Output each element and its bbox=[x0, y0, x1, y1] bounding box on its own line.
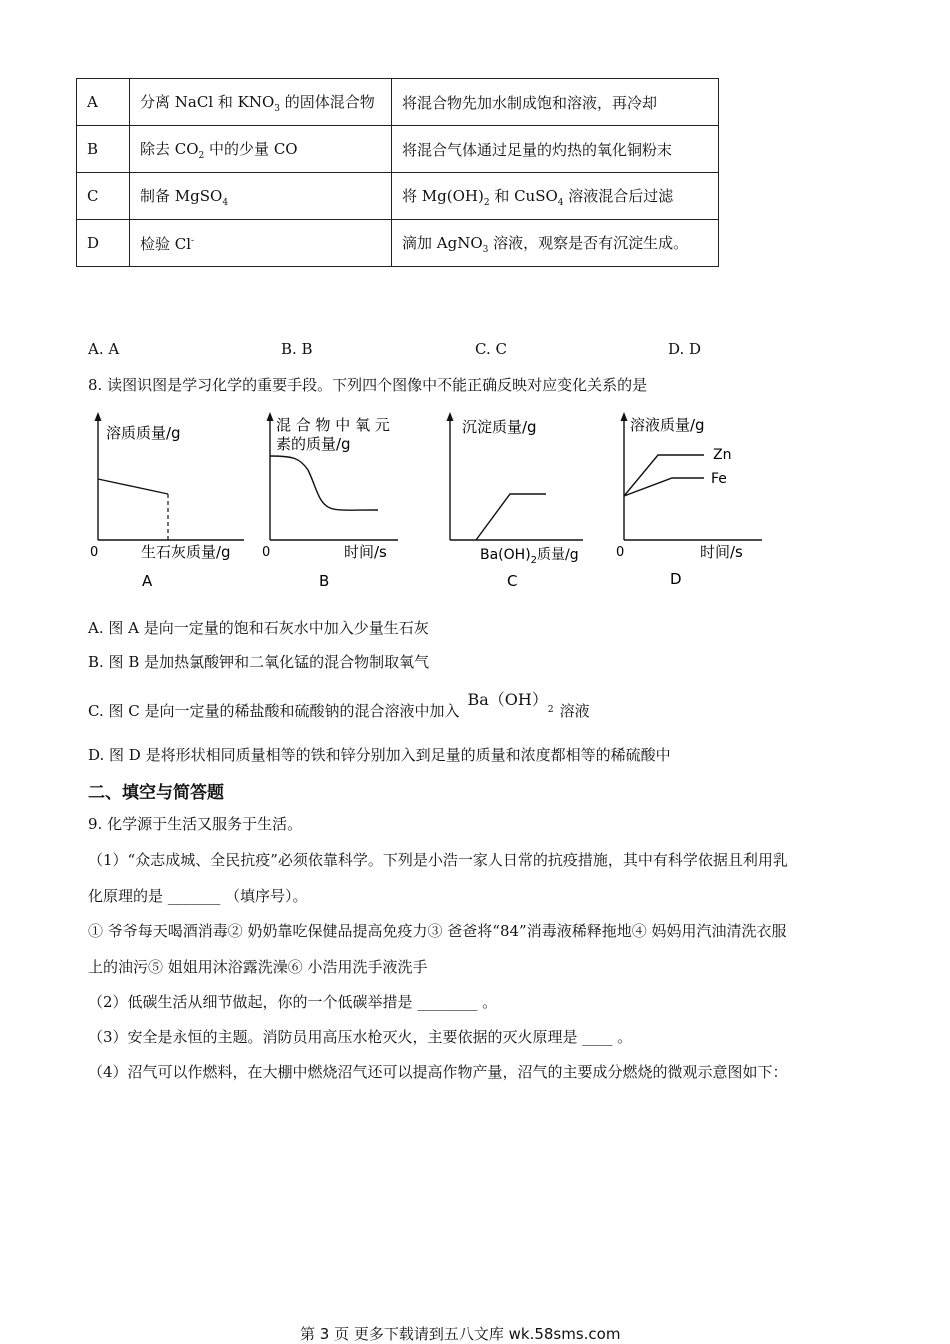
q9-items-line2: 上的油污⑤ 姐姐用沐浴露洗澡⑥ 小浩用洗手液洗手 bbox=[88, 958, 428, 976]
method-cell: 滴加 AgNO$_3$ 溶液，观察是否有沉淀生成。 bbox=[392, 220, 719, 267]
origin-label: 0 bbox=[262, 545, 271, 560]
graph-name: D bbox=[670, 570, 682, 588]
y-axis-arrow bbox=[621, 412, 628, 421]
q8-option-c[interactable]: C. 图 C 是向一定量的稀盐酸和硫酸钠的混合溶液中加入$Ba(OH)_2$ 溶液 bbox=[88, 690, 590, 720]
x-label: 时间/s bbox=[700, 543, 743, 561]
choice-a[interactable]: A. A bbox=[88, 340, 120, 358]
curve bbox=[476, 494, 546, 540]
experiment-cell: 检验 Cl- bbox=[130, 220, 392, 267]
x-label: $Ba(OH)_2$质量/g bbox=[480, 547, 579, 566]
q8-stem: 8. 读图识图是学习化学的重要手段。下列四个图像中不能正确反映对应变化关系的是 bbox=[88, 376, 648, 394]
experiment-table bbox=[76, 78, 719, 267]
option-cell: B bbox=[77, 126, 130, 173]
choice-c[interactable]: C. C bbox=[475, 340, 507, 358]
graph-b bbox=[258, 408, 408, 593]
q9-part3: （3）安全是永恒的主题。消防员用高压水枪灭火，主要依据的灭火原理是 ____ 。 bbox=[88, 1028, 633, 1046]
curve bbox=[270, 456, 378, 510]
table-row bbox=[77, 173, 719, 220]
q9-stem: 9. 化学源于生活又服务于生活。 bbox=[88, 815, 303, 833]
choice-d[interactable]: D. D bbox=[668, 340, 702, 358]
y-label: 溶质质量/g bbox=[106, 424, 181, 442]
option-cell: C bbox=[77, 173, 130, 220]
q9-items-line1: ① 爷爷每天喝酒消毒② 奶奶靠吃保健品提高免疫力③ 爸爸将“84”消毒液稀释拖地④ 妈妈用汽油清洗衣服 bbox=[88, 922, 787, 940]
graph-name: A bbox=[142, 572, 153, 590]
table-row bbox=[77, 220, 719, 267]
q8-option-b[interactable]: B. 图 B 是加热氯酸钾和二氧化锰的混合物制取氧气 bbox=[88, 653, 430, 671]
page-footer: 第 3 页 更多下载请到五八文库 wk.58sms.com bbox=[300, 1325, 621, 1343]
y-label-line2: 素的质量/g bbox=[276, 435, 351, 453]
origin-label: 0 bbox=[616, 545, 625, 560]
table-row bbox=[77, 79, 719, 126]
table-row bbox=[77, 126, 719, 173]
q9-part4: （4）沼气可以作燃料，在大棚中燃烧沼气还可以提高作物产量，沼气的主要成分燃烧的微观示意图如下： bbox=[88, 1063, 788, 1081]
q8-option-a[interactable]: A. 图 A 是向一定量的饱和石灰水中加入少量生石灰 bbox=[88, 619, 429, 637]
y-label: 沉淀质量/g bbox=[462, 418, 537, 436]
method-cell: 将 $Mg(OH)_2$ 和 CuSO$_4$ 溶液混合后过滤 bbox=[392, 173, 719, 220]
series-label-zn: Zn bbox=[713, 447, 732, 463]
method-cell: 将混合物先加水制成饱和溶液，再冷却 bbox=[392, 79, 719, 126]
x-label: 生石灰质量/g bbox=[141, 543, 231, 561]
graph-c bbox=[438, 408, 598, 593]
q9-part1-line2: 化原理的是 _______ （填序号）。 bbox=[88, 887, 308, 905]
curve bbox=[98, 479, 168, 494]
q9-part1-line1: （1）“众志成城、全民抗疫”必须依靠科学。下列是小浩一家人日常的抗疫措施，其中有科学依据且利用乳 bbox=[88, 851, 788, 869]
section-heading: 二、填空与简答题 bbox=[88, 783, 224, 803]
option-cell: A bbox=[77, 79, 130, 126]
zn-line bbox=[624, 455, 704, 496]
experiment-cell: 分离 NaCl 和 $KNO_3$ 的固体混合物 bbox=[130, 79, 392, 126]
q9-part2: （2）低碳生活从细节做起，你的一个低碳举措是 ________ 。 bbox=[88, 993, 498, 1011]
series-label-fe: Fe bbox=[711, 471, 727, 487]
y-axis-arrow bbox=[267, 412, 274, 421]
option-cell: D bbox=[77, 220, 130, 267]
origin-label: 0 bbox=[90, 545, 99, 560]
x-label: 时间/s bbox=[344, 543, 387, 561]
choice-b[interactable]: B. B bbox=[281, 340, 313, 358]
experiment-cell: 除去 $CO_2$ 中的少量 CO bbox=[130, 126, 392, 173]
y-label-line1: 混 合 物 中 氧 元 bbox=[276, 416, 390, 434]
y-label: 溶液质量/g bbox=[630, 416, 705, 434]
experiment-cell: 制备 MgSO$_4$ bbox=[130, 173, 392, 220]
graph-name: B bbox=[319, 572, 330, 590]
graph-d bbox=[612, 408, 772, 593]
y-axis-arrow bbox=[95, 412, 102, 421]
y-axis-arrow bbox=[447, 412, 454, 421]
graph-name: C bbox=[507, 572, 518, 590]
q8-option-d[interactable]: D. 图 D 是将形状相同质量相等的铁和锌分别加入到足量的质量和浓度都相等的稀硫酸中 bbox=[88, 746, 671, 764]
method-cell: 将混合气体通过足量的灼热的氧化铜粉末 bbox=[392, 126, 719, 173]
graph-a bbox=[86, 408, 246, 593]
